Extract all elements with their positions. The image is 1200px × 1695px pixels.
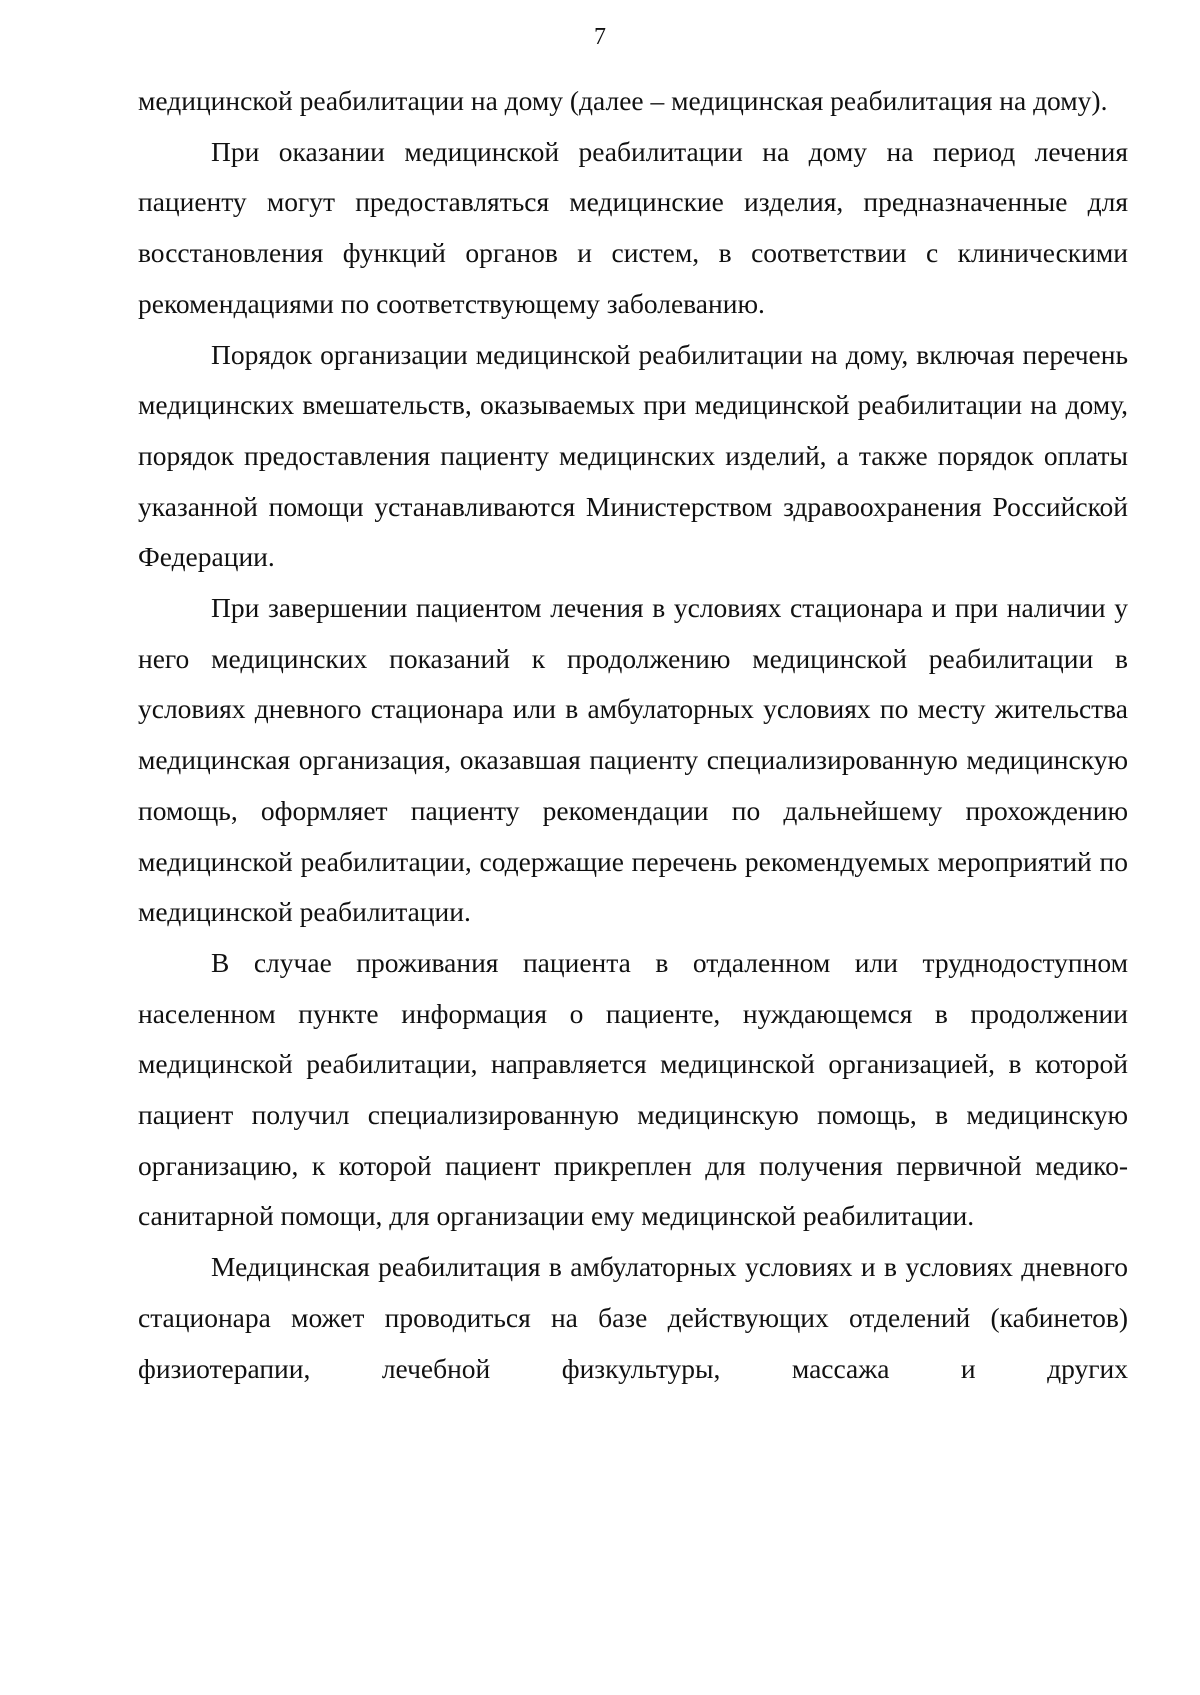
page-number: 7	[594, 24, 606, 50]
document-body	[138, 76, 1128, 1394]
paragraph-medical-devices: При оказании медицинской реабилитации на дому на период лечения пациенту могут предоставляться медицинские изделия, предназначенные для восстановления функций органов и систем, в соответствии с клиническими рекомендациями по соответствующему заболеванию.	[138, 135, 1128, 319]
paragraph-continuation: медицинской реабилитации на дому (далее – медицинская реабилитация на дому).	[138, 85, 1108, 116]
paragraph-outpatient-rehabilitation: Медицинская реабилитация в амбулаторных условиях и в условиях дневного стационара может проводиться на базе действующих отделений (кабинетов) физиотерапии, лечебной физкультуры, массажа и других	[138, 1251, 1128, 1384]
paragraph-remote-settlement: В случае проживания пациента в отдаленном или труднодоступном населенном пункте информация о пациенте, нуждающемся в продолжении медицинской реабилитации, направляется медицинской организацией, в которой пациент получил специализированную медицинскую помощь, в медицинскую организацию, к которой пациент прикреплен для получения первичной медико-санитарной помощи, для организации ему медицинской реабилитации.	[138, 946, 1128, 1232]
paragraph-discharge-recommendations: При завершении пациентом лечения в условиях стационара и при наличии у него медицинских показаний к продолжению медицинской реабилитации в условиях дневного стационара или в амбулаторных условиях по месту жительства медицинская организация, оказавшая пациенту специализированную медицинскую помощь, оформляет пациенту рекомендации по дальнейшему прохождению медицинской реабилитации, содержащие перечень рекомендуемых мероприятий по медицинской реабилитации.	[138, 592, 1128, 928]
paragraph-organization-order: Порядок организации медицинской реабилитации на дому, включая перечень медицинских вмешательств, оказываемых при медицинской реабилитации на дому, порядок предоставления пациенту медицинских изделий, а также порядок оплаты указанной помощи устанавливаются Министерством здравоохранения Российской Федерации.	[138, 338, 1128, 573]
